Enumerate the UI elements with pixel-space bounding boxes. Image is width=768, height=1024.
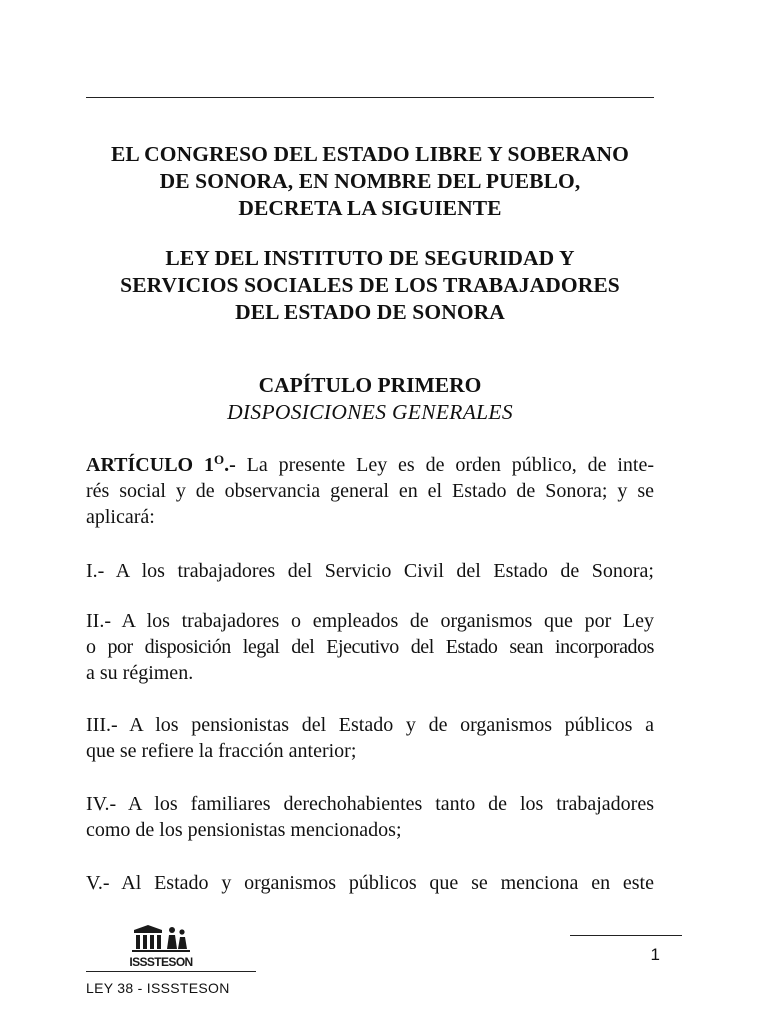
decree-line: EL CONGRESO DEL ESTADO LIBRE Y SOBERANO	[110, 142, 630, 166]
paragraph-line: rés social y de observancia general en el Estado de Sonora; y se	[86, 480, 654, 502]
paragraph-line: como de los pensionistas mencionados;	[86, 819, 402, 841]
paragraph-line: I.- A los trabajadores del Servicio Civil del Estado de Sonora;	[86, 560, 654, 582]
issteson-logo	[118, 924, 204, 970]
article-1-paragraph	[86, 452, 654, 530]
paragraph-line: III.- A los pensionistas del Estado y de organismos públicos a	[86, 714, 654, 736]
law-title	[80, 245, 660, 326]
footer-rule-right	[570, 935, 682, 936]
decree-line: DECRETA LA SIGUIENTE	[238, 196, 502, 220]
footer-rule-left	[86, 971, 256, 972]
fraction-iv	[86, 791, 654, 843]
paragraph-line: que se refiere la fracción anterior;	[86, 740, 357, 762]
fraction-iii	[86, 712, 654, 764]
chapter-subtitle: DISPOSICIONES GENERALES	[227, 400, 513, 424]
page-number: 1	[650, 945, 660, 964]
fraction-ii	[86, 608, 654, 686]
article-label: ARTÍCULO $1^O.-$	[86, 452, 236, 476]
chapter-heading	[80, 372, 660, 426]
paragraph-line: IV.- A los familiares derechohabientes tanto de los trabajadores	[86, 793, 654, 815]
fraction-i	[86, 558, 654, 584]
fraction-v	[86, 870, 654, 896]
paragraph-line	[86, 452, 654, 478]
paragraph-line: aplicará:	[86, 506, 155, 528]
chapter-title: CAPÍTULO PRIMERO	[258, 373, 482, 397]
paragraph-line: o por disposición legal del Ejecutivo del Estado sean incorporados	[86, 636, 654, 658]
law-title-line: LEY DEL INSTITUTO DE SEGURIDAD Y	[165, 246, 575, 270]
logo-wordmark: ISSSTESON	[129, 955, 193, 969]
decree-heading	[80, 141, 660, 222]
paragraph-line: a su régimen.	[86, 662, 194, 684]
footer-law-reference: LEY 38 - ISSSTESON	[86, 980, 230, 996]
header-rule	[86, 97, 654, 98]
law-title-line: SERVICIOS SOCIALES DE LOS TRABAJADORES	[120, 273, 620, 297]
article-text: La presente Ley es de orden público, de inte-	[235, 454, 654, 476]
decree-line: DE SONORA, EN NOMBRE DEL PUEBLO,	[159, 169, 581, 193]
paragraph-line: V.- Al Estado y organismos públicos que se menciona en este	[86, 872, 654, 894]
paragraph-line: II.- A los trabajadores o empleados de organismos que por Ley	[86, 610, 654, 632]
law-title-line: DEL ESTADO DE SONORA	[235, 300, 505, 324]
